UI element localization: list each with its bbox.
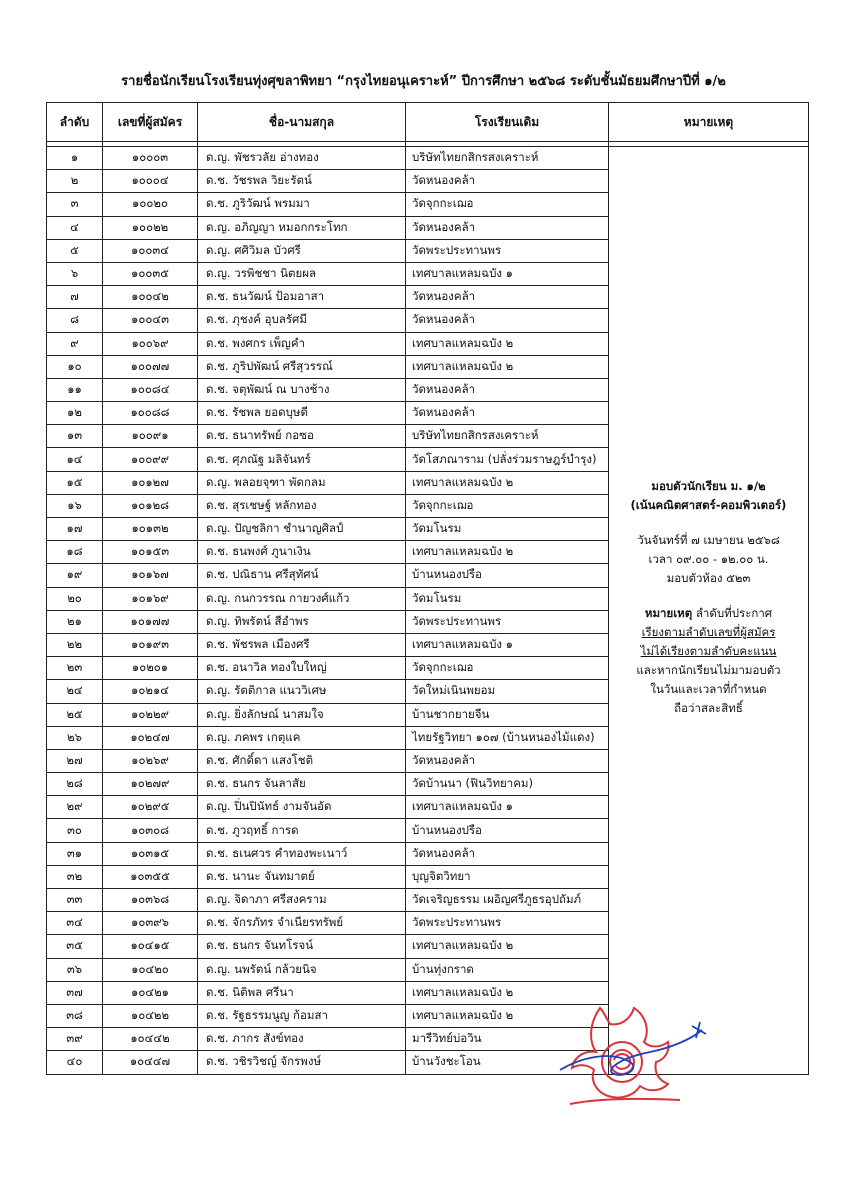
- cell-order: ๓๔: [47, 912, 103, 935]
- cell-former-school: บ้านวังชะโอน: [406, 1051, 609, 1074]
- cell-former-school: เทศบาลแหลมฉบัง ๒: [406, 355, 609, 378]
- cell-full-name: ด.ญ. ภคพร เกตุแค: [198, 726, 406, 749]
- cell-order: ๓๙: [47, 1028, 103, 1051]
- remarks-note-line4: และหากนักเรียนไม่มามอบตัว: [636, 663, 781, 677]
- cell-order: ๓๐: [47, 819, 103, 842]
- cell-applicant-number: ๑๐๑๕๓: [103, 541, 198, 564]
- cell-full-name: ด.ญ. กนกวรรณ กายวงศ์แก้ว: [198, 587, 406, 610]
- cell-former-school: บริษัทไทยกสิกรสงเคราะห์: [406, 147, 609, 170]
- seal-icon: [530, 1000, 710, 1110]
- cell-former-school: วัดจุกกะเฌอ: [406, 494, 609, 517]
- cell-applicant-number: ๑๐๐๘๘: [103, 402, 198, 425]
- cell-applicant-number: ๑๐๐๙๑: [103, 425, 198, 448]
- cell-applicant-number: ๑๐๐๐๓: [103, 147, 198, 170]
- cell-applicant-number: ๑๐๓๙๖: [103, 912, 198, 935]
- header-former-school: โรงเรียนเดิม: [406, 103, 609, 142]
- cell-applicant-number: ๑๐๐๔๓: [103, 309, 198, 332]
- cell-former-school: บ้านชากยายจีน: [406, 703, 609, 726]
- remarks-room: มอบตัวห้อง ๕๒๓: [666, 571, 751, 585]
- cell-applicant-number: ๑๐๑๒๘: [103, 494, 198, 517]
- cell-former-school: วัดจุกกะเฌอ: [406, 193, 609, 216]
- cell-former-school: วัดพระประทานพร: [406, 239, 609, 262]
- cell-full-name: ด.ช. ธนาทรัพย์ กอซอ: [198, 425, 406, 448]
- cell-full-name: ด.ช. ภูริวัฒน์ พรมมา: [198, 193, 406, 216]
- cell-former-school: วัดโสภณาราม (ปลั่งร่วมราษฎร์บำรุง): [406, 448, 609, 471]
- header-order: ลำดับ: [47, 103, 103, 142]
- cell-order: ๑๐: [47, 355, 103, 378]
- cell-order: ๙: [47, 332, 103, 355]
- cell-order: ๑๒: [47, 402, 103, 425]
- cell-full-name: ด.ช. ธนพงศ์ ภูนาเงิน: [198, 541, 406, 564]
- cell-order: ๒๙: [47, 796, 103, 819]
- remarks-note-line5: ในวันและเวลาที่กำหนด: [650, 682, 767, 696]
- header-remarks: หมายเหตุ: [609, 103, 809, 142]
- cell-former-school: บ้านหนองปรือ: [406, 564, 609, 587]
- cell-order: ๑๕: [47, 471, 103, 494]
- table-body: [47, 142, 809, 1075]
- remarks-date: วันจันทร์ที่ ๗ เมษายน ๒๕๖๘: [637, 533, 780, 547]
- cell-full-name: ด.ช. ธนกร จันลาสัย: [198, 773, 406, 796]
- cell-applicant-number: ๑๐๐๘๔: [103, 378, 198, 401]
- cell-former-school: บุญจิตวิทยา: [406, 865, 609, 888]
- cell-order: ๑๗: [47, 518, 103, 541]
- cell-applicant-number: ๑๐๔๔๒: [103, 1028, 198, 1051]
- cell-order: ๕: [47, 239, 103, 262]
- cell-applicant-number: ๑๐๓๖๘: [103, 889, 198, 912]
- cell-former-school: เทศบาลแหลมฉบัง ๒: [406, 332, 609, 355]
- cell-applicant-number: ๑๐๐๖๙: [103, 332, 198, 355]
- cell-order: ๒๕: [47, 703, 103, 726]
- cell-applicant-number: ๑๐๐๒๒: [103, 216, 198, 239]
- cell-applicant-number: ๑๐๒๗๙: [103, 773, 198, 796]
- cell-former-school: วัดหนองคล้า: [406, 378, 609, 401]
- cell-full-name: ด.ญ. อภิญญา หมอกกระโทก: [198, 216, 406, 239]
- cell-former-school: เทศบาลแหลมฉบัง ๒: [406, 981, 609, 1004]
- cell-full-name: ด.ช. ศักดิ์ดา แสงโชติ: [198, 749, 406, 772]
- cell-former-school: วัดมโนรม: [406, 518, 609, 541]
- cell-full-name: ด.ญ. ทิพรัตน์ สีอำพร: [198, 610, 406, 633]
- cell-applicant-number: ๑๐๐๐๔: [103, 170, 198, 193]
- cell-former-school: บ้านทุ่งกราด: [406, 958, 609, 981]
- cell-full-name: ด.ช. นิติพล ศรีนา: [198, 981, 406, 1004]
- student-roster-table: [46, 102, 809, 1075]
- school-seal-stamp: [530, 1000, 710, 1110]
- cell-former-school: วัดหนองคล้า: [406, 749, 609, 772]
- cell-former-school: เทศบาลแหลมฉบัง ๒: [406, 1004, 609, 1027]
- cell-order: ๓๘: [47, 1004, 103, 1027]
- cell-full-name: ด.ช. จักรภัทร จำเนียรทรัพย์: [198, 912, 406, 935]
- cell-order: ๓๖: [47, 958, 103, 981]
- cell-full-name: ด.ญ. พลอยจุฑา พัดกลม: [198, 471, 406, 494]
- remarks-cell: [609, 147, 809, 1075]
- cell-former-school: ไทยรัฐวิทยา ๑๐๗ (บ้านหนองไม้แดง): [406, 726, 609, 749]
- cell-applicant-number: ๑๐๔๒๐: [103, 958, 198, 981]
- cell-applicant-number: ๑๐๔๑๕: [103, 935, 198, 958]
- remarks-subheading: (เน้นคณิตศาสตร์-คอมพิวเตอร์): [630, 498, 787, 512]
- cell-applicant-number: ๑๐๐๔๒: [103, 286, 198, 309]
- cell-full-name: ด.ช. นานะ จันทมาตย์: [198, 865, 406, 888]
- cell-order: ๑๔: [47, 448, 103, 471]
- remarks-note-line3: ไม่ได้เรียงตามลำดับคะแนน: [640, 644, 777, 658]
- table-row: [47, 147, 809, 170]
- cell-full-name: ด.ช. พัชรพล เมืองศรี: [198, 633, 406, 656]
- cell-order: ๒: [47, 170, 103, 193]
- cell-order: ๒๗: [47, 749, 103, 772]
- cell-applicant-number: ๑๐๒๖๙: [103, 749, 198, 772]
- cell-order: ๒๖: [47, 726, 103, 749]
- cell-former-school: วัดพระประทานพร: [406, 912, 609, 935]
- cell-applicant-number: ๑๐๓๑๕: [103, 842, 198, 865]
- cell-full-name: ด.ช. รัฐธรรมนูญ ก้อมสา: [198, 1004, 406, 1027]
- cell-applicant-number: ๑๐๒๐๑: [103, 657, 198, 680]
- cell-former-school: เทศบาลแหลมฉบัง ๒: [406, 935, 609, 958]
- cell-full-name: ด.ช. ศุภณัฐ มลิจันทร์: [198, 448, 406, 471]
- page-title: รายชื่อนักเรียนโรงเรียนทุ่งศุขลาพิทยา “กรุงไทยอนุเคราะห์” ปีการศึกษา ๒๕๖๘ ระดับชั้นมัธยมศึกษาปีที่ ๑/๒: [121, 74, 726, 89]
- remarks-note-intro: [615, 604, 802, 623]
- cell-full-name: ด.ช. วชิรวิชญ์ จักรพงษ์: [198, 1051, 406, 1074]
- header-applicant-number: เลขที่ผู้สมัคร: [103, 103, 198, 142]
- cell-full-name: ด.ญ. ปิ่นปินัทธ์ งามจันอัด: [198, 796, 406, 819]
- cell-applicant-number: ๑๐๐๒๐: [103, 193, 198, 216]
- cell-full-name: ด.ช. จตุพัฒน์ ณ บางช้าง: [198, 378, 406, 401]
- cell-former-school: เทศบาลแหลมฉบัง ๒: [406, 541, 609, 564]
- cell-former-school: วัดหนองคล้า: [406, 216, 609, 239]
- cell-full-name: ด.ช. สุรเชษฐ์ หลักทอง: [198, 494, 406, 517]
- cell-former-school: วัดเจริญธรรม เผอิญศรีภูธรอุปถัมภ์: [406, 889, 609, 912]
- cell-order: ๘: [47, 309, 103, 332]
- remarks-note-line2: เรียงตามลำดับเลขที่ผู้สมัคร: [641, 625, 776, 639]
- cell-full-name: ด.ช. ภากร สังข์ทอง: [198, 1028, 406, 1051]
- cell-full-name: ด.ช. ภูริปพัฒน์ ศรีสุวรรณ์: [198, 355, 406, 378]
- cell-applicant-number: ๑๐๔๒๑: [103, 981, 198, 1004]
- remarks-heading: มอบตัวนักเรียน ม. ๑/๒: [651, 479, 766, 493]
- cell-former-school: วัดใหม่เนินพยอม: [406, 680, 609, 703]
- cell-full-name: ด.ญ. นพรัตน์ กล้วยนิจ: [198, 958, 406, 981]
- cell-full-name: ด.ญ. ยิ่งลักษณ์ นาสมใจ: [198, 703, 406, 726]
- cell-former-school: วัดมโนรม: [406, 587, 609, 610]
- cell-order: ๒๑: [47, 610, 103, 633]
- cell-applicant-number: ๑๐๐๗๗: [103, 355, 198, 378]
- cell-former-school: วัดหนองคล้า: [406, 842, 609, 865]
- cell-former-school: เทศบาลแหลมฉบัง ๑: [406, 633, 609, 656]
- cell-full-name: ด.ญ. พัชรวลัย อ่างทอง: [198, 147, 406, 170]
- cell-applicant-number: ๑๐๐๙๙: [103, 448, 198, 471]
- cell-order: ๔: [47, 216, 103, 239]
- cell-order: ๖: [47, 262, 103, 285]
- cell-order: ๒๒: [47, 633, 103, 656]
- remarks-note-label: หมายเหตุ: [644, 606, 693, 620]
- cell-former-school: เทศบาลแหลมฉบัง ๒: [406, 471, 609, 494]
- cell-full-name: ด.ญ. จิดาภา ศรีสงคราม: [198, 889, 406, 912]
- cell-full-name: ด.ญ. ปัญชลิกา ชำนาญศิลป์: [198, 518, 406, 541]
- cell-applicant-number: ๑๐๒๑๔: [103, 680, 198, 703]
- cell-former-school: วัดจุกกะเฌอ: [406, 657, 609, 680]
- cell-former-school: วัดหนองคล้า: [406, 402, 609, 425]
- cell-applicant-number: ๑๐๑๒๗: [103, 471, 198, 494]
- cell-order: ๓๓: [47, 889, 103, 912]
- cell-full-name: ด.ช. ภุชงค์ อุบลรัศมี: [198, 309, 406, 332]
- cell-full-name: ด.ช. ธนกร จันทโรจน์: [198, 935, 406, 958]
- cell-order: ๔๐: [47, 1051, 103, 1074]
- cell-applicant-number: ๑๐๒๒๙: [103, 703, 198, 726]
- cell-order: ๓๒: [47, 865, 103, 888]
- remarks-note-line6: ถือว่าสละสิทธิ์: [674, 701, 743, 715]
- cell-former-school: เทศบาลแหลมฉบัง ๑: [406, 262, 609, 285]
- cell-applicant-number: ๑๐๐๓๕: [103, 262, 198, 285]
- cell-full-name: ด.ช. ภูวฤทธิ์ การด: [198, 819, 406, 842]
- cell-full-name: ด.ช. วัชรพล วิยะรัตน์: [198, 170, 406, 193]
- table-header-row: [47, 103, 809, 142]
- cell-former-school: วัดพระประทานพร: [406, 610, 609, 633]
- cell-applicant-number: ๑๐๔๔๗: [103, 1051, 198, 1074]
- cell-order: ๑๖: [47, 494, 103, 517]
- cell-former-school: มารีวิทย์บ่อวิน: [406, 1028, 609, 1051]
- cell-former-school: บ้านหนองปรือ: [406, 819, 609, 842]
- cell-former-school: วัดหนองคล้า: [406, 286, 609, 309]
- cell-applicant-number: ๑๐๑๗๗: [103, 610, 198, 633]
- remarks-time: เวลา ๐๙.๐๐ - ๑๒.๐๐ น.: [648, 552, 769, 566]
- cell-order: ๑๙: [47, 564, 103, 587]
- cell-order: ๒๐: [47, 587, 103, 610]
- cell-applicant-number: ๑๐๑๙๓: [103, 633, 198, 656]
- cell-applicant-number: ๑๐๓๕๕: [103, 865, 198, 888]
- cell-order: ๒๔: [47, 680, 103, 703]
- cell-applicant-number: ๑๐๒๔๗: [103, 726, 198, 749]
- cell-applicant-number: ๑๐๑๓๒: [103, 518, 198, 541]
- cell-former-school: บริษัทไทยกสิกรสงเคราะห์: [406, 425, 609, 448]
- cell-former-school: วัดบ้านนา (ฟินวิทยาคม): [406, 773, 609, 796]
- cell-order: ๗: [47, 286, 103, 309]
- cell-applicant-number: ๑๐๓๐๘: [103, 819, 198, 842]
- header-full-name: ชื่อ-นามสกุล: [198, 103, 406, 142]
- cell-applicant-number: ๑๐๔๒๒: [103, 1004, 198, 1027]
- cell-applicant-number: ๑๐๐๓๔: [103, 239, 198, 262]
- cell-applicant-number: ๑๐๑๖๙: [103, 587, 198, 610]
- cell-full-name: ด.ช. ธเนศวร คำทองพะเนาว์: [198, 842, 406, 865]
- cell-applicant-number: ๑๐๒๙๕: [103, 796, 198, 819]
- cell-former-school: วัดหนองคล้า: [406, 309, 609, 332]
- cell-applicant-number: ๑๐๑๖๗: [103, 564, 198, 587]
- cell-full-name: ด.ช. ธนวัฒน์ ป้อมอาสา: [198, 286, 406, 309]
- cell-order: ๓: [47, 193, 103, 216]
- cell-order: ๒๘: [47, 773, 103, 796]
- cell-order: ๓๗: [47, 981, 103, 1004]
- cell-order: ๓๕: [47, 935, 103, 958]
- cell-order: ๓๑: [47, 842, 103, 865]
- cell-full-name: ด.ช. พงศกร เพ็ญคำ: [198, 332, 406, 355]
- cell-order: ๑๑: [47, 378, 103, 401]
- cell-full-name: ด.ญ. รัตติกาล แนววิเศษ: [198, 680, 406, 703]
- cell-full-name: ด.ช. ปณิธาน ศรีสุทัศน์: [198, 564, 406, 587]
- cell-full-name: ด.ญ. วรพิชชา นิตยผล: [198, 262, 406, 285]
- cell-former-school: วัดหนองคล้า: [406, 170, 609, 193]
- cell-order: ๑๓: [47, 425, 103, 448]
- cell-full-name: ด.ญ. ศศิวิมล บัวศรี: [198, 239, 406, 262]
- cell-order: ๑๘: [47, 541, 103, 564]
- cell-order: ๑: [47, 147, 103, 170]
- cell-full-name: ด.ช. อนาวิล ทองใบใหญ่: [198, 657, 406, 680]
- cell-former-school: เทศบาลแหลมฉบัง ๑: [406, 796, 609, 819]
- cell-full-name: ด.ช. รัชพล ยอดบุษดี: [198, 402, 406, 425]
- remarks-note-line1: ลำดับที่ประกาศ: [692, 606, 773, 620]
- cell-order: ๒๓: [47, 657, 103, 680]
